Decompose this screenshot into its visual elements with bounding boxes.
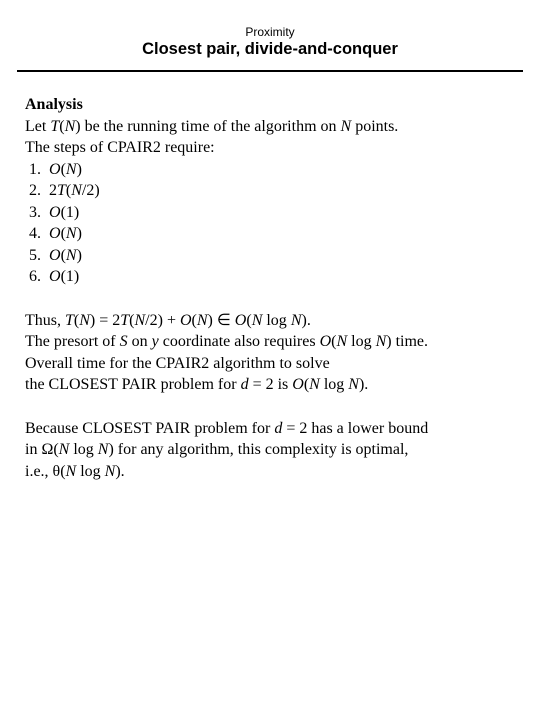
step-item: 1. O(N) — [25, 159, 530, 181]
paragraph-line: i.e., θ(N log N). — [25, 462, 125, 480]
paragraph-line: Because CLOSEST PAIR problem for d = 2 has a lower bound — [25, 419, 429, 437]
step-item: 6. O(1) — [25, 266, 530, 288]
paragraph-line: in Ω(N log N) for any algorithm, this complexity is optimal, — [25, 441, 409, 458]
step-item: 5. O(N) — [25, 245, 530, 267]
paragraph-line: Thus, T(N) = 2T(N/2) + O(N) ∈ O(N log N). — [25, 311, 311, 329]
paragraph-line: Overall time for the CPAIR2 algorithm to solve — [25, 354, 330, 372]
analysis-heading: Analysis — [25, 96, 83, 113]
slide-topic: Proximity — [245, 25, 295, 39]
step-item: 3. O(1) — [25, 202, 530, 224]
step-item: 4. O(N) — [25, 223, 530, 245]
step-number: 2. — [29, 182, 41, 199]
step-number: 4. — [29, 225, 41, 242]
slide-body — [25, 94, 530, 482]
step-number: 1. — [29, 160, 41, 178]
complexity-paragraph — [25, 310, 530, 396]
title-divider — [17, 70, 523, 72]
steps-list — [25, 159, 530, 288]
step-number: 5. — [29, 246, 41, 264]
lower-bound-paragraph — [25, 418, 530, 483]
steps-intro: The steps of CPAIR2 require: — [25, 139, 215, 156]
step-item: 2. 2T(N/2) — [25, 180, 530, 202]
paragraph-line: The presort of S on y coordinate also requires O(N log N) time. — [25, 333, 429, 350]
paragraph-line: the CLOSEST PAIR problem for d = 2 is O(N log N). — [25, 376, 369, 393]
step-number: 3. — [29, 203, 41, 221]
step-number: 6. — [29, 268, 41, 285]
slide-title: Closest pair, divide-and-conquer — [142, 40, 398, 58]
intro-line: Let T(N) be the running time of the algorithm on N points. — [25, 117, 399, 135]
